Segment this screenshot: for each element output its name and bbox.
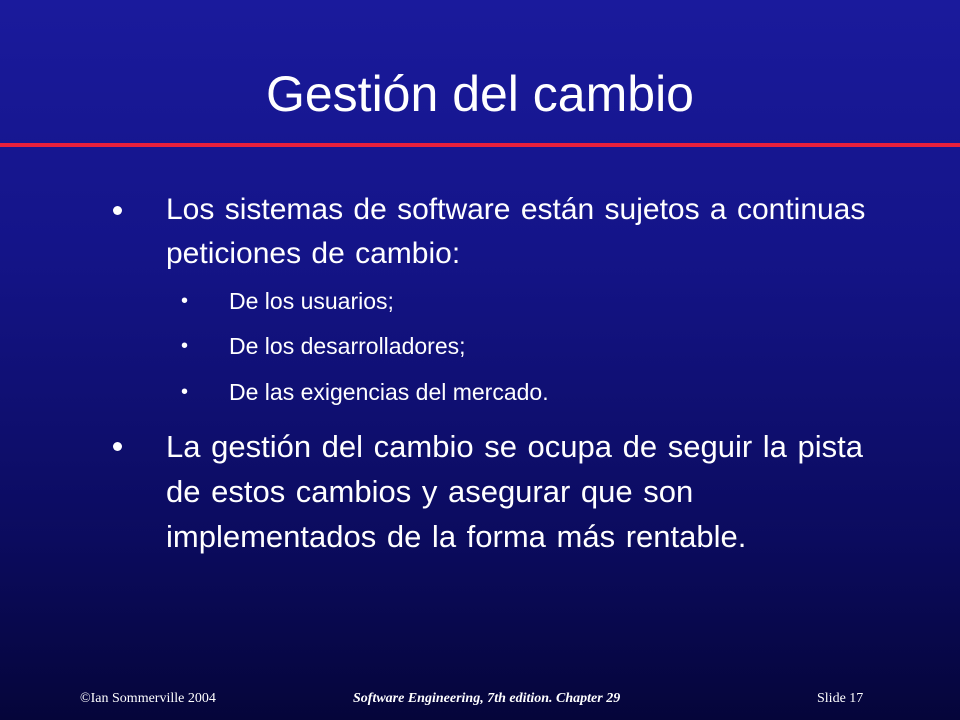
sub-bullet-text: De los desarrolladores; xyxy=(229,333,466,359)
bullet-dot-icon xyxy=(113,442,122,451)
title-divider xyxy=(0,143,960,147)
sub-bullet-text: De los usuarios; xyxy=(229,288,394,314)
sub-bullet-dot-icon: • xyxy=(181,335,189,357)
footer-slide-number: Slide 17 xyxy=(817,691,864,706)
footer-copyright: ©Ian Sommerville 2004 xyxy=(80,691,216,706)
sub-bullet-dot-icon: • xyxy=(181,381,189,403)
slide-title: Gestión del cambio xyxy=(265,66,694,122)
bullet-text: La gestión del cambio se ocupa de seguir la pista de estos cambios y asegurar que son implementados de la forma más rentable. xyxy=(166,429,863,554)
sub-bullet-text: De las exigencias del mercado. xyxy=(229,379,549,405)
footer-book-title: Software Engineering, 7th edition. Chapter 29 xyxy=(353,691,621,706)
bullet-text: Los sistemas de software están sujetos a continuas peticiones de cambio: xyxy=(166,193,866,270)
sub-bullet-dot-icon: • xyxy=(181,290,189,312)
bullet-dot-icon xyxy=(113,206,122,215)
